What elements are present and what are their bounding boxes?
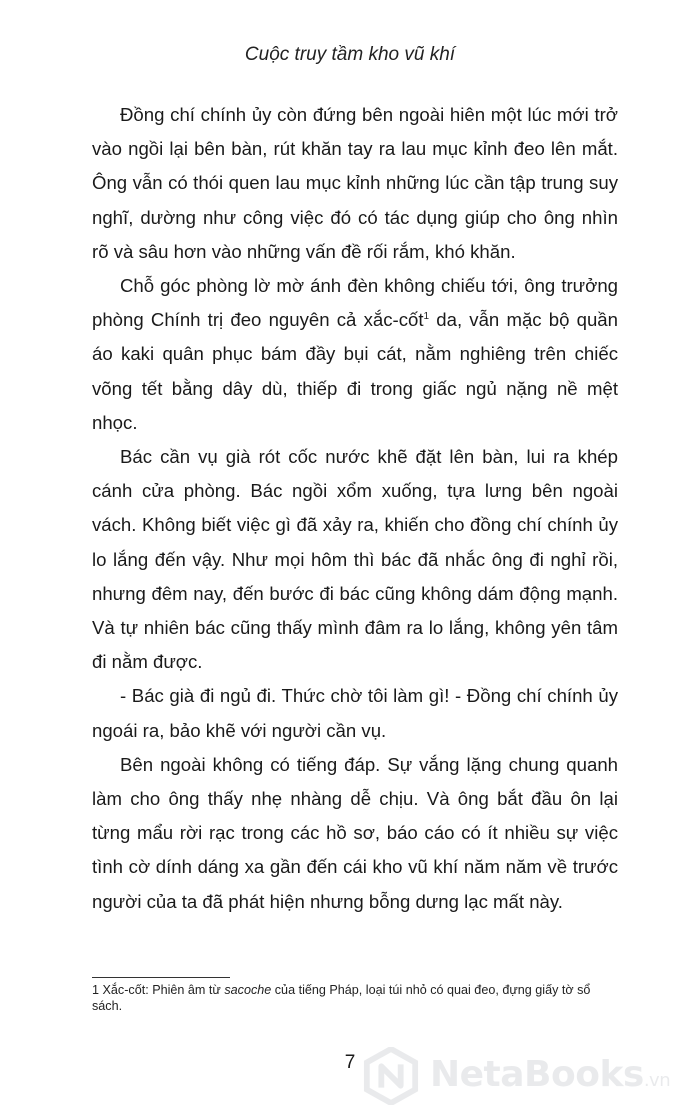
page-number: 7 [344, 1052, 356, 1073]
paragraph-4: - Bác già đi ngủ đi. Thức chờ tôi làm gì! - Đồng chí chính ủy ngoái ra, bảo khẽ với người cần vụ. [92, 685, 618, 741]
paragraph-2-text-after: da, vẫn mặc bộ quần áo kaki quân phục bám đầy bụi cát, nằm nghiêng trên chiếc võng tết bằng dây dù, thiếp đi trong giấc ngủ nặng nề mệt nhọc. [92, 309, 618, 433]
watermark-tld: .vn [643, 1070, 671, 1091]
footnote-reference[interactable]: 1 [423, 311, 430, 323]
paragraph-5: Bên ngoài không có tiếng đáp. Sự vắng lặng chung quanh làm cho ông thấy nhẹ nhàng dễ chịu. Và ông bắt đầu ôn lại từng mẩu rời rạc trong các hồ sơ, báo cáo có ít nhiều sự việc tình cờ dính dáng xa gần đến cái kho vũ khí năm năm về trước người của ta đã phát hiện nhưng bỗng dưng lạc mất này. [92, 753, 618, 912]
watermark-brand: NetaBooks [430, 1054, 644, 1095]
paragraph-2-text-before: Chỗ góc phòng lờ mờ ánh đèn không chiếu tới, ông trưởng phòng Chính trị đeo nguyên cả xắc-cốt [92, 275, 618, 331]
footnote-term: Xắc-cốt: Phiên âm từ [99, 983, 225, 997]
running-title: Cuộc truy tầm kho vũ khí [244, 44, 456, 65]
footnote-rest: của tiếng Pháp, loại túi nhỏ có quai đeo, đựng giấy tờ sổ sách. [92, 983, 591, 1013]
paragraph-1: Đồng chí chính ủy còn đứng bên ngoài hiên một lúc mới trở vào ngồi lại bên bàn, rút khăn tay ra lau mục kỉnh đeo lên mắt. Ông vẫn có thói quen lau mục kỉnh những lúc cần tập trung suy nghĩ, dường như công việc đó có tác dụng giúp cho ông nhìn rõ và sâu hơn vào những vấn đề rối rắm, khó khăn. [92, 104, 618, 262]
footnote-foreign-word: sacoche [224, 983, 272, 997]
footnote-number: 1 [92, 983, 100, 997]
footnote-divider [92, 977, 230, 978]
footnote [92, 982, 618, 1014]
paragraph-2 [92, 269, 618, 440]
body-text [92, 98, 618, 919]
paragraph-3: Bác cần vụ già rót cốc nước khẽ đặt lên bàn, lui ra khép cánh cửa phòng. Bác ngồi xổm xuống, tựa lưng bên ngoài vách. Không biết việc gì đã xảy ra, khiến cho đồng chí chính ủy lo lắng đến vậy. Như mọi hôm thì bác đã nhắc ông đi nghỉ rồi, nhưng đêm nay, đến bước đi bác cũng không dám động mạnh. Và tự nhiên bác cũng thấy mình đâm ra lo lắng, không yên tâm đi nằm được. [92, 446, 618, 673]
